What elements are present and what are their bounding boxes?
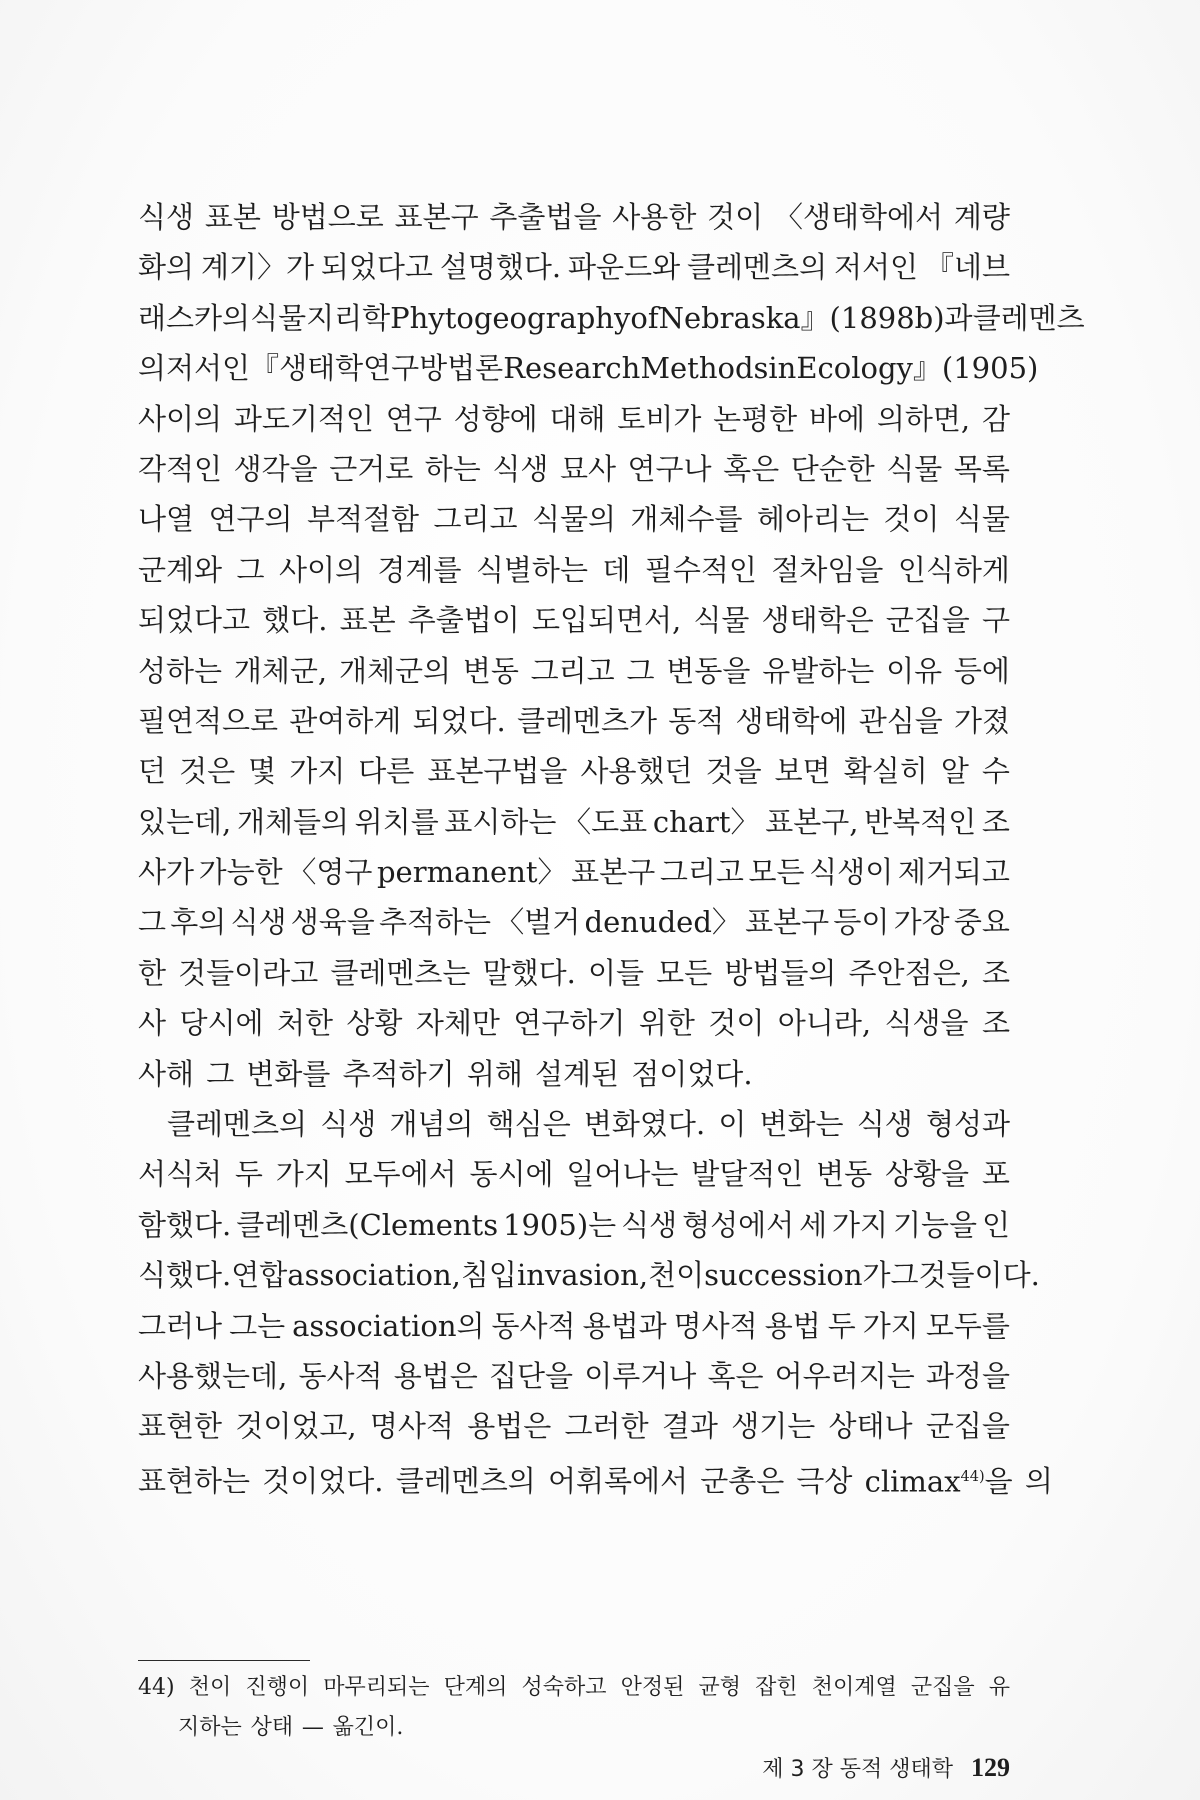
word: succession가	[704, 1258, 891, 1293]
word: 이	[718, 1107, 747, 1142]
word: 변동을	[666, 653, 751, 688]
word: 혹은	[707, 1358, 764, 1393]
text-line	[138, 1099, 1010, 1149]
word: 것이었다.	[262, 1464, 384, 1499]
word: 서식처	[138, 1157, 223, 1192]
word: 식생이	[809, 855, 894, 890]
word: 감	[981, 401, 1010, 436]
word: 식물	[886, 451, 943, 486]
word: 근거로	[329, 451, 414, 486]
word: 표본구	[745, 905, 830, 940]
word: 주안점은,	[848, 955, 970, 990]
word: 추적하는	[379, 905, 492, 940]
word: 1905)는	[503, 1207, 617, 1242]
word: 사해	[138, 1056, 195, 1091]
word: 설명했다.	[439, 250, 562, 285]
word: 그	[626, 653, 655, 688]
word: 표본구	[571, 855, 656, 890]
word: 천이	[648, 1258, 705, 1293]
word: denuded〉	[584, 905, 741, 940]
word: 되었다.	[412, 703, 506, 738]
word: 식생	[621, 1207, 678, 1242]
word: 당시에	[179, 1006, 264, 1041]
word: 사용했던	[580, 754, 693, 789]
word: 사이의	[138, 401, 223, 436]
word: 위한	[638, 1006, 695, 1041]
word: 방법론	[419, 351, 504, 386]
word: Nebraska』(1898b)과	[658, 300, 973, 335]
word: 군집을	[910, 1675, 975, 1700]
word: 식물의	[531, 502, 616, 537]
word: 것이었고,	[235, 1409, 357, 1444]
word: 식했다.	[138, 1258, 232, 1293]
word: 방법으로	[271, 200, 384, 234]
word: 포	[981, 1157, 1010, 1192]
word: 식물	[953, 502, 1010, 537]
word: 그러한	[564, 1409, 649, 1444]
word: 혹은	[723, 451, 780, 486]
word: 되었다고	[138, 603, 251, 638]
word: 것들이라고	[178, 955, 319, 990]
word: 표시하는	[444, 804, 557, 839]
word: 것이	[707, 200, 764, 234]
word: 인식하게	[897, 552, 1010, 587]
word: 생태학은	[761, 603, 874, 638]
word: permanent〉	[376, 855, 567, 890]
word: 그는	[229, 1308, 286, 1343]
word: 개체수를	[630, 502, 743, 537]
word: 가장	[893, 905, 950, 940]
word: 말했다.	[482, 955, 576, 990]
word: climax$^{44)}$을	[864, 1464, 1013, 1499]
word: 묘사	[559, 451, 616, 486]
text-line	[138, 343, 1039, 393]
word: 그	[206, 1056, 235, 1091]
word: 함했다.	[138, 1207, 232, 1242]
word: 식생을	[884, 1006, 969, 1041]
word: 대해	[549, 401, 606, 436]
word: 추출법을	[489, 200, 602, 234]
word: 가지	[832, 1207, 889, 1242]
text-line	[138, 293, 1085, 343]
word: 논평한	[713, 401, 798, 436]
word: 한	[138, 955, 167, 990]
word: 몇	[248, 754, 277, 789]
word: Phytogeography	[390, 300, 631, 335]
word: 제거되고	[897, 855, 1010, 890]
word: 의하면,	[876, 401, 971, 436]
word: 조	[981, 804, 1010, 839]
word: 각적인	[138, 451, 223, 486]
word: 위해	[466, 1056, 523, 1091]
word: 생태학에	[735, 703, 848, 738]
word: association,	[287, 1258, 461, 1293]
footnote-separator	[138, 1660, 310, 1661]
word: 가지	[862, 1308, 919, 1343]
word: 〈영구	[287, 855, 373, 890]
text-line	[138, 897, 1010, 947]
word: 단순한	[790, 451, 875, 486]
word: 연구나	[627, 451, 712, 486]
text-line	[138, 494, 1010, 544]
word: 관여하게	[289, 703, 402, 738]
word: 옮긴이.	[332, 1715, 404, 1740]
word: 클레멘츠(Clements	[236, 1207, 499, 1242]
word: 그리고	[433, 502, 518, 537]
word: 이루거나	[584, 1358, 697, 1393]
word: 설계된	[535, 1056, 620, 1091]
word: 식물	[250, 300, 307, 335]
word: 용법과	[582, 1308, 667, 1343]
word: 변동	[462, 653, 519, 688]
word: 사가	[138, 855, 195, 890]
word: 되었다고	[320, 250, 433, 285]
word: 식생	[138, 200, 195, 234]
text-line	[138, 646, 1010, 696]
word: 명사적	[369, 1409, 454, 1444]
word: 〈벌거	[495, 905, 581, 940]
word: 〈생태학에서	[774, 200, 944, 234]
text-line	[138, 1452, 1053, 1502]
word: 지리학	[306, 300, 391, 335]
word: 천이	[188, 1675, 232, 1700]
word: 마무리되는	[323, 1675, 430, 1700]
word: 일어나는	[566, 1157, 679, 1192]
word: of	[630, 300, 659, 335]
word: 이들	[588, 955, 645, 990]
word: 바에	[809, 401, 866, 436]
word: 성하는	[138, 653, 223, 688]
word: 지하는	[178, 1715, 242, 1740]
word: 계기〉가	[200, 250, 314, 285]
text-line	[138, 1149, 1010, 1199]
word: 군계와	[138, 552, 223, 587]
word: 세	[799, 1207, 828, 1242]
word: 식생	[856, 1107, 913, 1142]
word: 의	[1024, 1464, 1053, 1499]
word: 형성에서	[682, 1207, 795, 1242]
word: 중요	[953, 905, 1010, 940]
word: 상태	[250, 1715, 294, 1740]
word: 두	[234, 1157, 263, 1192]
word: 후의	[170, 905, 227, 940]
word: 군집을	[885, 603, 970, 638]
text-line	[138, 696, 1010, 746]
word: 사용했는데,	[138, 1358, 288, 1393]
word: 자체만	[415, 1006, 500, 1041]
text-line	[138, 797, 1010, 847]
word: Research	[503, 351, 641, 386]
word: 모두를	[925, 1308, 1010, 1343]
word: 두	[827, 1308, 856, 1343]
word: 클레멘츠는	[330, 955, 471, 990]
word: 변화는	[759, 1107, 844, 1142]
word: 가지	[289, 754, 346, 789]
word: 연합	[231, 1258, 288, 1293]
word: 절차임을	[771, 552, 884, 587]
text-line	[138, 1250, 1040, 1300]
word: 아니라,	[777, 1006, 872, 1041]
word: 잡힌	[755, 1675, 798, 1700]
word: 인	[981, 1207, 1010, 1242]
word: 유발하는	[762, 653, 875, 688]
word: 연구	[385, 401, 442, 436]
word: —	[301, 1715, 324, 1740]
text-line	[138, 948, 1010, 998]
word: 모두에서	[344, 1157, 457, 1192]
word: 모든	[656, 955, 713, 990]
word: 상황	[346, 1006, 403, 1041]
word: 그	[236, 552, 265, 587]
word: 확실히	[843, 754, 928, 789]
word: 군총은	[700, 1464, 785, 1499]
word: 하는	[424, 451, 481, 486]
word: 단계의	[443, 1675, 508, 1700]
text-line	[138, 1351, 1010, 1401]
word: 이유	[886, 653, 943, 688]
word: 수	[981, 754, 1010, 789]
text-line	[138, 1200, 1010, 1250]
word: 처한	[276, 1006, 333, 1041]
word: 연구	[363, 351, 420, 386]
page-number: 129	[971, 1753, 1010, 1782]
word: 계량	[953, 200, 1010, 234]
word: 그리고	[659, 855, 744, 890]
word: 있는데,	[138, 804, 232, 839]
word: 안정된	[620, 1675, 685, 1700]
word: 것을	[705, 754, 762, 789]
word: 클레멘츠가	[516, 703, 658, 738]
word: 던	[138, 754, 167, 789]
word: 변화였다.	[583, 1107, 706, 1142]
word: 파운드와	[568, 250, 681, 285]
word: 개체들의	[236, 804, 349, 839]
word: 가졌	[953, 703, 1010, 738]
word: 표본구	[394, 200, 479, 234]
word: 연구하기	[513, 1006, 626, 1041]
word: 기능을	[892, 1207, 978, 1242]
word: 변화를	[246, 1056, 331, 1091]
word: 어휘록에서	[547, 1464, 689, 1499]
word: 침입	[460, 1258, 517, 1293]
word: 모든	[748, 855, 805, 890]
word: 식생	[230, 905, 287, 940]
word: 과도기적인	[233, 401, 374, 436]
word: 다른	[358, 754, 415, 789]
word: 44)	[138, 1675, 175, 1700]
word: 용법	[764, 1308, 821, 1343]
word: 사이의	[278, 552, 363, 587]
word: 집단을	[488, 1358, 573, 1393]
word: invasion,	[516, 1258, 649, 1293]
word: 성숙하고	[521, 1675, 607, 1700]
word: 개념의	[389, 1107, 474, 1142]
word: 생육을	[290, 905, 375, 940]
word: 등이	[833, 905, 890, 940]
text-line	[138, 595, 1010, 645]
word: 진행이	[245, 1675, 310, 1700]
word: 명사적	[673, 1308, 758, 1343]
word: 식별하는	[475, 552, 588, 587]
word: 그러나	[138, 1308, 223, 1343]
word: 균형	[698, 1675, 741, 1700]
word: 위치를	[354, 804, 439, 839]
word: 관심을	[858, 703, 943, 738]
running-footer	[762, 1752, 1010, 1783]
word: 조	[981, 955, 1010, 990]
chapter-title: 제 3 장 동적 생태학	[762, 1757, 953, 1782]
word: 표현하는	[138, 1464, 251, 1499]
word: 저서인	[166, 351, 251, 386]
word: 표본	[204, 200, 261, 234]
word: 동적	[668, 703, 725, 738]
word: 가능한	[198, 855, 283, 890]
text-line	[138, 444, 1010, 494]
word: 표본구,	[765, 804, 859, 839]
word: 변동	[816, 1157, 873, 1192]
word: 그것들이다.	[890, 1258, 1040, 1293]
word: 개체군,	[233, 653, 328, 688]
word: 경계를	[377, 552, 462, 587]
word: 용법은	[393, 1358, 478, 1393]
text-line	[138, 847, 1010, 897]
word: 목록	[953, 451, 1010, 486]
word: 핵심은	[486, 1107, 571, 1142]
word: 연구의	[208, 502, 293, 537]
word: 생각을	[233, 451, 318, 486]
word: 데	[602, 552, 631, 587]
word: 클레멘츠의	[687, 250, 828, 285]
word: 발달적인	[691, 1157, 804, 1192]
word: 추적하기	[342, 1056, 455, 1091]
word: 했다.	[262, 603, 328, 638]
word: 클레멘츠의	[167, 1107, 308, 1142]
word: 알	[940, 754, 969, 789]
word: 표본구법을	[427, 754, 568, 789]
word: 『네브	[924, 250, 1010, 285]
footnote-line	[138, 1668, 1010, 1708]
word: 헤아리는	[756, 502, 869, 537]
word: 부적절함	[306, 502, 420, 537]
word: 의	[138, 351, 167, 386]
word: 것이	[883, 502, 940, 537]
word: 성향에	[453, 401, 538, 436]
word: 동사적	[298, 1358, 383, 1393]
word: 형성과	[925, 1107, 1010, 1142]
text-line	[138, 545, 1010, 595]
word: 용법은	[467, 1409, 552, 1444]
word: 보면	[774, 754, 831, 789]
body-text	[138, 192, 1085, 1502]
word: 도입되면서,	[531, 603, 682, 638]
word: 동사적	[491, 1308, 576, 1343]
word: 그	[138, 905, 167, 940]
word: 추출법이	[407, 603, 520, 638]
word: 화의	[138, 250, 195, 285]
word: 점이었다.	[631, 1056, 753, 1091]
word: 식생	[492, 451, 549, 486]
word: 표현한	[138, 1409, 223, 1444]
word: 토비가	[617, 401, 702, 436]
word: 상황을	[884, 1157, 970, 1192]
word: 필연적으로	[138, 703, 279, 738]
word: 저서인	[834, 250, 919, 285]
word: association의	[292, 1308, 485, 1343]
word: 개체군의	[338, 653, 451, 688]
word: 그리고	[530, 653, 615, 688]
word: 어우러지는	[774, 1358, 915, 1393]
word: 사용한	[612, 200, 697, 234]
text-line	[138, 746, 1010, 796]
word: 필수적인	[644, 552, 757, 587]
word: 조	[981, 1006, 1010, 1041]
word: Methods	[640, 351, 769, 386]
word: 등에	[953, 653, 1010, 688]
text-line	[138, 1301, 1010, 1351]
word: 극상	[796, 1464, 853, 1499]
word: 표본	[339, 603, 396, 638]
word: in	[768, 351, 797, 386]
text-line	[138, 394, 1010, 444]
word: 사	[138, 1006, 167, 1041]
word: 클레멘츠	[972, 300, 1085, 335]
word: 생기는	[731, 1409, 816, 1444]
word: 천이계열	[811, 1675, 897, 1700]
word: 결과	[661, 1409, 718, 1444]
word: 동시에	[469, 1157, 554, 1192]
word: 반복적인	[864, 804, 977, 839]
word: 유	[988, 1675, 1010, 1700]
word: 구	[981, 603, 1010, 638]
word: 식생	[320, 1107, 377, 1142]
word: chart〉	[652, 804, 760, 839]
word: 식물	[693, 603, 750, 638]
word: 것은	[179, 754, 236, 789]
word: 군집을	[925, 1409, 1010, 1444]
footnote	[138, 1668, 1010, 1748]
word: 클레멘츠의	[395, 1464, 536, 1499]
text-line	[138, 1049, 1010, 1099]
word: 래스카의	[138, 300, 251, 335]
text-line	[138, 998, 1010, 1048]
word: 상태나	[828, 1409, 913, 1444]
text-line	[138, 242, 1010, 292]
word: 방법들의	[724, 955, 837, 990]
word: 것이	[708, 1006, 765, 1041]
word: 〈도표	[562, 804, 648, 839]
word: 나열	[138, 502, 195, 537]
text-line	[138, 192, 1010, 242]
word: 『생태학	[250, 351, 364, 386]
word: 과정을	[925, 1358, 1010, 1393]
word: 가지	[275, 1157, 332, 1192]
text-line	[138, 1401, 1010, 1451]
footnote-line	[138, 1708, 1010, 1748]
word: Ecology』(1905)	[796, 351, 1039, 386]
